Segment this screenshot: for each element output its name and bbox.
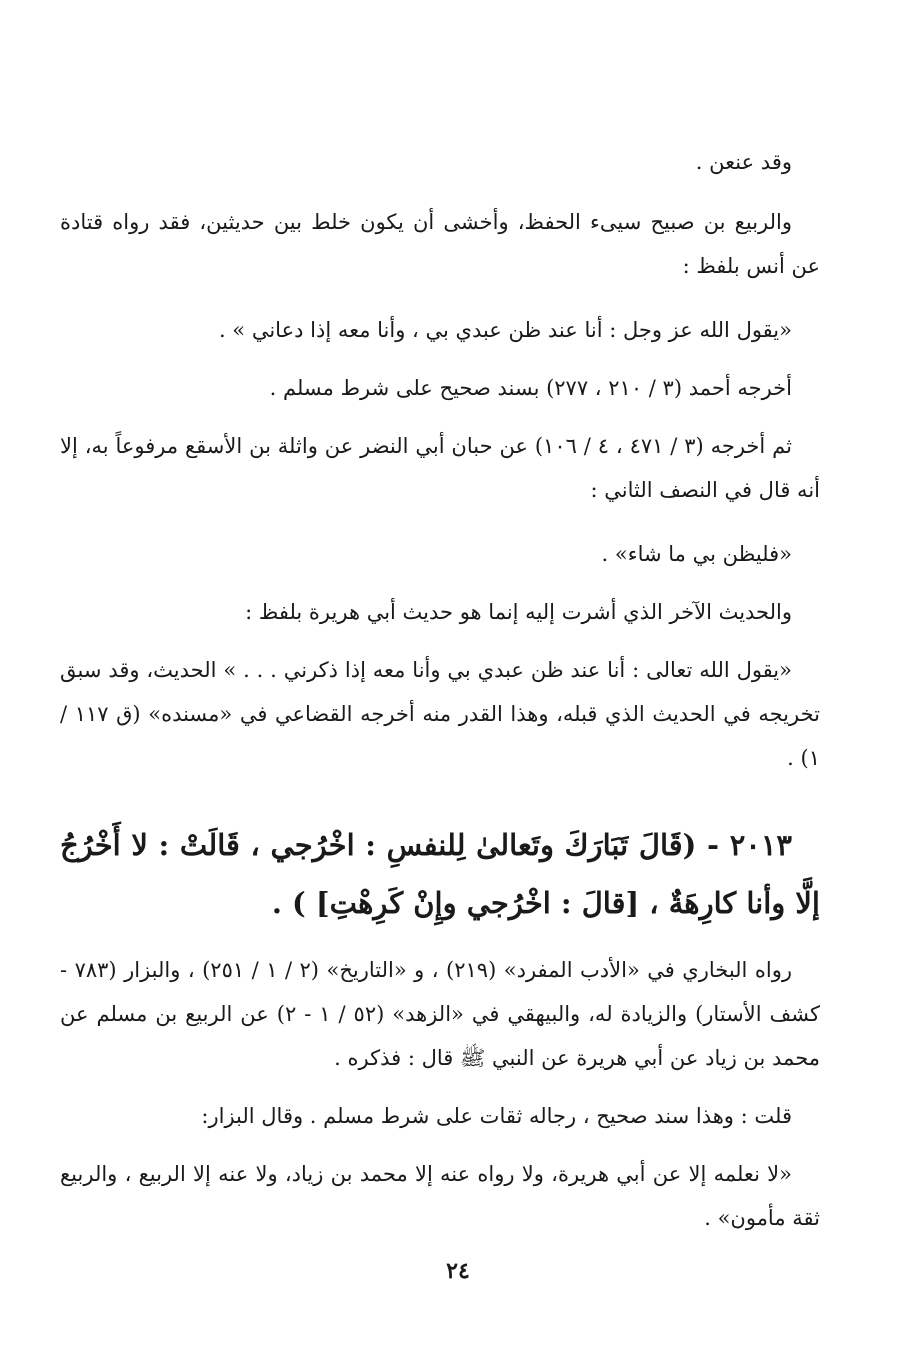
paragraph-7: رواه البخاري في «الأدب المفرد» (٢١٩) ، و «التاريخ» (٢ / ١ / ٢٥١) ، والبزار (٧٨٣ - كشف الأستار) والزيادة له، والبيهقي في «الزهد» (٥٢ / ١ - ٢) عن الربيع بن مسلم عن محمد بن زياد عن أبي هريرة عن النبي ﷺ قال : فذكره . — [60, 958, 820, 1070]
quote-1: «يقول الله عز وجل : أنا عند ظن عبدي بي ، وأنا معه إذا دعاني » . — [218, 318, 792, 342]
paragraph-5: والحديث الآخر الذي أشرت إليه إنما هو حديث أبي هريرة بلفظ : — [245, 600, 792, 624]
paragraph-1: وقد عنعن . — [695, 150, 792, 174]
paragraph-3: أخرجه أحمد (٣ / ٢١٠ ، ٢٧٧) بسند صحيح على شرط مسلم . — [269, 376, 792, 400]
paragraph-4: ثم أخرجه (٣ / ٤٧١ ، ٤ / ١٠٦) عن حبان أبي النضر عن واثلة بن الأسقع مرفوعاً به، إلا أنه قال في النصف الثاني : — [60, 434, 820, 502]
paragraph-8: قلت : وهذا سند صحيح ، رجاله ثقات على شرط مسلم . وقال البزار: — [201, 1104, 792, 1128]
page-number: ٢٤ — [446, 1258, 470, 1284]
hadith-heading: ٢٠١٣ - (قَالَ تَبَارَكَ وتَعالىٰ لِلنفسِ : اخْرُجي ، قَالَتْ : لا أَخْرُجُ إلَّا وأنا كارِهَةٌ ، [قالَ : اخْرُجي وإِنْ كَرِهْتِ] ) . — [60, 828, 820, 920]
paragraph-6: «يقول الله تعالى : أنا عند ظن عبدي بي وأنا معه إذا ذكرني . . . » الحديث، وقد سبق تخريجه في الحديث الذي قبله، وهذا القدر منه أخرجه القضاعي في «مسنده» (ق ١١٧ / ١) . — [60, 658, 820, 770]
quote-2: «فليظن بي ما شاء» . — [601, 542, 792, 566]
quote-3: «لا نعلمه إلا عن أبي هريرة، ولا رواه عنه إلا محمد بن زياد، ولا عنه إلا الربيع ، والربيع ثقة مأمون» . — [60, 1162, 820, 1230]
page-content — [60, 140, 820, 1240]
paragraph-2: والربيع بن صبيح سيىء الحفظ، وأخشى أن يكون خلط بين حديثين، فقد رواه قتادة عن أنس بلفظ : — [60, 210, 820, 278]
